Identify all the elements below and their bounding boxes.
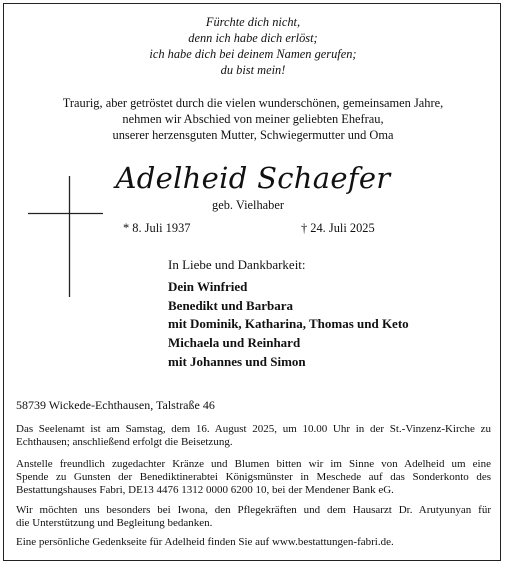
notice-line: Bestattungshauses Fabri, DE13 4476 1312 0000 6200 10, bei der Mendener Bank eG.: [16, 484, 394, 496]
mourner-line: mit Dominik, Katharina, Thomas und Keto: [168, 316, 409, 332]
intro-line: unserer herzensguten Mutter, Schwiegermutter und Oma: [112, 128, 394, 142]
mourners-list: [168, 278, 409, 372]
intro-line: Traurig, aber getröstet durch die vielen wunderschönen, gemeinsamen Jahre,: [62, 96, 444, 110]
notice-line: Echthausen; anschließend erfolgt die Beisetzung.: [16, 436, 233, 448]
intro-line: nehmen wir Abschied von meiner geliebten Ehefrau,: [122, 112, 384, 126]
notice-line: die Unterstützung und Begleitung bedanken.: [16, 517, 213, 529]
mourners-intro: In Liebe und Dankbarkeit:: [168, 257, 306, 272]
verse-line: ich habe dich bei deinem Namen gerufen;: [149, 47, 357, 61]
mourner-line: mit Johannes und Simon: [168, 353, 306, 369]
deceased-name: Adelheid Schaefer: [115, 161, 391, 195]
verse-line: Fürchte dich nicht,: [205, 15, 301, 29]
donation-notice: [16, 458, 491, 497]
notice-line: Eine persönliche Gedenkseite für Adelheid finden Sie auf www.bestattungen-fabri.de.: [16, 536, 394, 548]
memorial-page-notice: [16, 536, 491, 549]
birth-date: * 8. Juli 1937: [123, 221, 191, 235]
notice-line: Wir möchten uns besonders bei Iwona, den Pflegekräften und dem Hausarzt Dr. Arutyunyan für: [16, 504, 491, 516]
notice-line: Das Seelenamt ist am Samstag, dem 16. August 2025, um 10.00 Uhr in der St.-Vinzenz-Kirche zu: [16, 423, 491, 435]
notice-line: Anstelle freundlich zugedachter Kränze und Blumen bitten wir im Sinne von Adelheid um eine: [16, 458, 491, 470]
maiden-name: geb. Vielhaber: [212, 198, 284, 212]
verse-line: denn ich habe dich erlöst;: [188, 31, 318, 45]
gratitude-notice: [16, 504, 491, 530]
death-date: † 24. Juli 2025: [301, 221, 375, 235]
mourner-line: Dein Winfried: [168, 279, 248, 294]
mourner-line: Michaela und Reinhard: [168, 335, 301, 351]
mourner-line: Benedikt und Barbara: [168, 297, 293, 313]
funeral-service-notice: [16, 423, 491, 449]
verse-line: du bist mein!: [220, 63, 286, 77]
family-address: 58739 Wickede-Echthausen, Talstraße 46: [16, 398, 215, 412]
notice-line: Spende zu Gunsten der Benediktinerabtei Königsmünster in Meschede auf das Sonderkonto des: [16, 471, 491, 483]
